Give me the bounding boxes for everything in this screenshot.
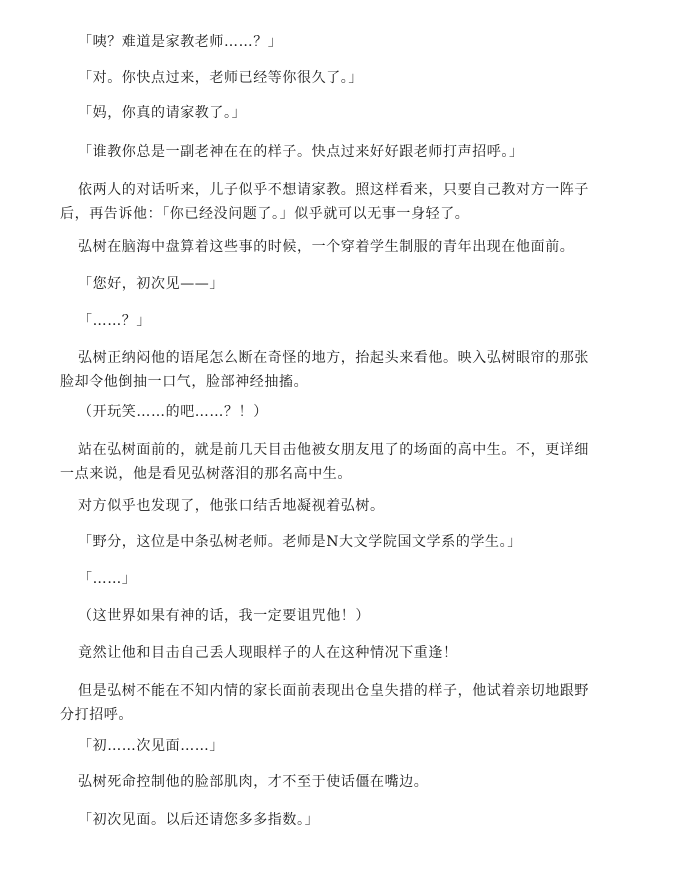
text-line: 「妈，你真的请家教了。」 <box>78 105 247 121</box>
text-line: 「咦？难道是家教老师……？」 <box>78 34 283 50</box>
narration-paragraph <box>78 235 680 259</box>
dialogue-line <box>78 272 680 296</box>
narration-paragraph <box>60 178 680 226</box>
text-line: 「初……次见面……」 <box>78 738 224 754</box>
text-line: 弘树正纳闷他的语尾怎么断在奇怪的地方，抬起头来看他。映入弘树眼帘的那张 <box>78 350 589 366</box>
inner-thought <box>78 400 680 424</box>
text-line: 「……」 <box>78 571 137 587</box>
text-line: 「谁教你总是一副老神在在的样子。快点过来好好跟老师打声招呼。」 <box>78 144 524 160</box>
text-line: 依两人的对话听来，儿子似乎不想请家教。照这样看来，只要自己教对方一阵子 <box>78 182 589 198</box>
text-line: 脸却令他倒抽一口气，脸部神经抽搐。 <box>60 374 309 390</box>
text-line: 「初次见面。以后还请您多多指数。」 <box>78 812 320 828</box>
dialogue-line <box>78 66 680 90</box>
narration-paragraph <box>78 641 680 665</box>
text-line: 「对。你快点过来，老师已经等你很久了。」 <box>78 70 363 86</box>
text-line: 一点来说，他是看见弘树落泪的那名高中生。 <box>60 466 352 482</box>
inner-thought <box>78 604 680 628</box>
text-line: （这世界如果有神的话，我一定要诅咒他！） <box>78 608 370 624</box>
text-line: 后，再告诉他：「你已经没问题了。」似乎就可以无事一身轻了。 <box>60 206 470 222</box>
dialogue-line <box>78 808 680 832</box>
text-line: 对方似乎也发现了，他张口结舌地凝视着弘树。 <box>78 498 385 514</box>
text-line: 弘树在脑海中盘算着这些事的时候，一个穿着学生制服的青年出现在他面前。 <box>78 239 575 255</box>
narration-paragraph <box>60 679 680 727</box>
dialogue-line <box>78 309 680 333</box>
text-line: 「……？」 <box>78 313 151 329</box>
narration-paragraph <box>60 346 680 394</box>
dialogue-line <box>78 530 680 554</box>
text-line: （开玩笑……的吧……？！） <box>78 404 268 420</box>
dialogue-line <box>78 734 680 758</box>
text-line: 站在弘树面前的，就是前几天目击他被女朋友甩了的场面的高中生。不，更详细 <box>78 442 589 458</box>
text-line: 「野分，这位是中条弘树老师。老师是N大文学院国文学系的学生。」 <box>78 534 522 550</box>
dialogue-line <box>78 567 680 591</box>
narration-paragraph <box>78 770 680 794</box>
text-line: 弘树死命控制他的脸部肌肉，才不至于使话僵在嘴边。 <box>78 774 429 790</box>
narration-paragraph <box>60 438 680 486</box>
dialogue-line <box>78 140 680 164</box>
text-line: 竟然让他和目击自己丢人现眼样子的人在这种情况下重逢！ <box>78 645 458 661</box>
dialogue-line <box>78 30 680 54</box>
text-line: 分打招呼。 <box>60 707 133 723</box>
dialogue-line <box>78 101 680 125</box>
text-line: 但是弘树不能在不知内情的家长面前表现出仓皇失措的样子，他试着亲切地跟野 <box>78 683 589 699</box>
text-line: 「您好，初次见——」 <box>78 276 224 292</box>
narration-paragraph <box>78 494 680 518</box>
